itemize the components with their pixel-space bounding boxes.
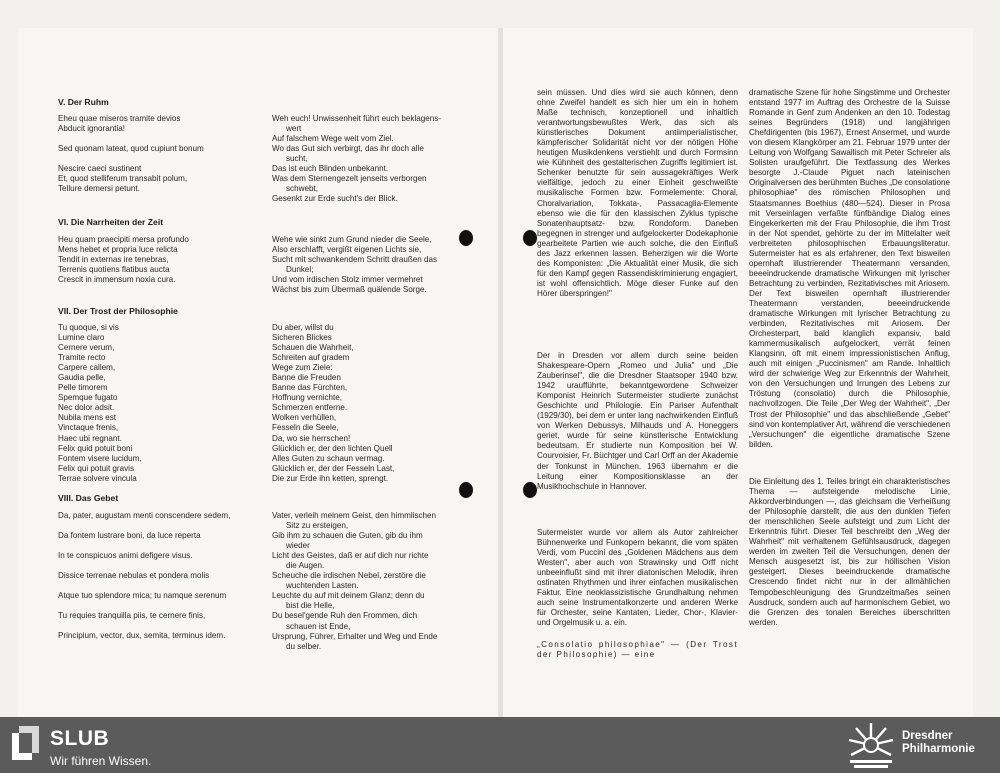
heading-gebet: VIII. Das Gebet xyxy=(58,493,119,503)
punch-hole xyxy=(459,230,473,246)
right-para-2: Die Einleitung des 1. Teiles bringt ein charakteristisches Thema — aufsteigende melodische Linie, Akkordverbindungen —, das gleichsam die Verheißung der Philosophie darstellt, die aus den dunklen Tiefen der menschlichen Seele aufsteigt und zum Licht der Erkenntnis führt. Dieser Teil beschreibt den „Weg der Wahrheit" mit verhaltenem Gefühlsausdruck, dagegen werden im zweiten Teil die Versuchungen, denen der Mensch ausgesetzt ist, bis zur höllischen Vision gesteigert. Dieses beeindruckende dramatische Crescendo findet nicht nur in der allmählichen Tempobeschleunigung des Grundzeitmaßes seinen Ausdruck, sondern auch auf harmonischem Gebiet, wo die Grenzen des tonalen Bereiches überschritten werden. xyxy=(749,477,950,627)
punch-hole xyxy=(459,482,473,498)
middle-para-2: Der in Dresden vor allem durch seine beiden Shakespeare-Opern „Romeo und Julia" und „Die Zauberinsel", die die Dresdner Staatsoper 1940 bzw. 1942 uraufführte, bekanntgewordene Schweizer Komponist Heinrich Sutermeister studierte zunächst Geschichte und Philologie. Ein Pariser Aufenthalt (1929/30), bei dem er unter lang nachwirkenden Einfluß von Werken Debussys, Milhauds und A. Honeggers geriet, wurde für seine künstlerische Entwicklung bedeutsam. Er studierte nun Komposition bei W. Courvoisier, Fr. Büchtger und Carl Orff an der Akademie der Tonkunst in München. 1963 übernahm er die Leitung einer Kompositionsklasse an der Musikhochschule in Hannover. xyxy=(537,351,738,491)
german-verse-v: Weh euch! Unwissenheit führt euch beklagens- wert Auf falschem Wege weit vom Ziel. Wo das Gut sich verbirgt, das ihr doch alle sucht, Das ist euch Blinden unbekannt. Was dem Sternengezelt jenseits verborgen schwebt, Gesenkt zur Erde sucht's der Blick. xyxy=(272,114,442,204)
philharmonie-logo-icon xyxy=(846,720,896,770)
latin-verse-vi: Heu quam praecipiti mersa profundo Mens hebet et propria luce relicta Tendit in externas ire tenebras, Terrenis quotiens flatibus aucta Crescit in immensum noxia cura. xyxy=(58,235,189,285)
heading-narrheiten: VI. Die Narrheiten der Zeit xyxy=(58,217,164,227)
slub-name: SLUB xyxy=(50,727,110,750)
philharmonie-name: Dresdner Philharmonie xyxy=(902,730,975,755)
middle-para-1: sein müssen. Und dies wird sie auch können, denn ohne Zweifel handelt es sich hier um ein in hohem Maße technisch, konzeptionell und inhaltlich verantwortungsbewußtes Werk, das sich als künstlerisches Dokument antiimperialistischer, kämpferischer Solidarität nicht vor der nötigen Höhe heutigen Musikdenkens verstiehlt und durch Formsinn wie Kühnheit des gestalterischen Zugriffs legitimiert ist. Schenker benutzte für sein aussagekräftiges Werk vielfältige, jedoch zu einer Einheit geschweißte musikalische Formen bzw. Formelemente: Choral, Choralvariation, Tokkata-, Passacaglia-Elemente ebenso wie die für den klassischen Zyklus typische Sonatenhauptsatz- bzw. Rondoform. Daneben begegnen in strenger und aufgelockerter Dodekaphonie gearbeitete Partien wie auch solche, die den Einfluß des Jazz erkennen lassen. Beherzigen wir die Worte des Komponisten: „Die Aktualität einer Musik, die sich für den Kampf gegen Rassendiskriminierung engagiert, ist wohl offensichtlich. Möge dieser Funke auf den Hörer überspringen!" xyxy=(537,88,738,298)
slub-tagline: Wir führen Wissen. xyxy=(50,754,152,768)
footer-bar xyxy=(0,717,1000,773)
middle-para-4: „Consolatio philosophiae" — (Der Trost der Philosophie) — eine xyxy=(537,640,738,660)
punch-hole xyxy=(523,230,537,246)
middle-para-3: Sutermeister wurde vor allem als Autor zahlreicher Bühnenwerke und Funkopern bekannt, die vom späten Verdi, vom Puccini des „Goldenen Mädchens aus dem Westen", aber auch von Strawinsky und Orff nicht unbeeinflußt sind mit ihrer diatonischen Melodik, ihren ostinaten Rhythmen und ihrer einfachen musikalischen Faktur. Eine neoklassizistische Grundhaltung nehmen auch seine Instrumentalkonzerte und anderen Werke für Orchester, seine Kantaten, Lieder, Chor-, Klavier- und Orgelmusik u. a. ein. xyxy=(537,528,738,628)
german-verse-viii: Vater, verleih meinem Geist, den himmlischen Sitz zu ersteigen, Gib ihm zu schauen die Guten, gib du ihm wieder Licht des Geistes, daß er auf dich nur richte die Augen. Scheuche die irdischen Nebel, zerstöre die wuchtenden Lasten. Leuchte du auf mit deinem Glanz; denn du bist die Helle, Du besel'gende Ruh den Frommen, dich schauen ist Ende, Ursprung, Führer, Erhalter und Weg und Ende du selber. xyxy=(272,511,438,651)
latin-verse-vii: Tu quoque, si vis Lumine claro Cernere verum, Tramite recto Carpere callem, Gaudia pelle, Pelle timorem Spemque fugato Nec dolor adsit. Nubila mens est Vinctaque frenis, Haec ubi regnant. Felix quid potuit boni Fontem visere lucidum, Felix qui potuit gravis Terrae solvere vincula xyxy=(58,323,142,483)
latin-verse-viii: Da, pater, augustam menti conscendere sedem, Da fontem lustrare boni, da luce reperta In te conspicuos animi defigere visus. Dissice terrenae nebulas et pondera molis Atque tuo splendore mica; tu namque serenum Tu requies tranquilla piis, te cernere finis, Principium, vector, dux, semita, terminus idem. xyxy=(58,511,231,641)
latin-verse-v: Eheu quae miseros tramite devios Abducit ignorantia! Sed quonam lateat, quod cupiunt bonum Nescire caeci sustinent Et, quod stelliferum transabit polum, Tellure demersi petunt. xyxy=(58,114,204,194)
heading-trost: VII. Der Trost der Philosophie xyxy=(58,306,178,316)
german-verse-vi: Wehe wie sinkt zum Grund nieder die Seele, Also erschlafft, vergißt eigenen Lichts sie, Sucht mit schwankendem Schritt draußen das Dunkel; Und vom irdischen Stolz immer vermehret Wächst bis zum Übermaß quälende Sorge. xyxy=(272,235,438,295)
right-para-1: dramatische Szene für hohe Singstimme und Orchester entstand 1977 im Auftrag des Orchestre de la Suisse Romande in Genf zum Andenken an den 10. Todestag seines Begründers (1918) und langjährigen Chefdirigenten (bis 1967), Ernest Ansermet, und wurde von diesem Klangkörper am 21. Februar 1979 unter der Leitung von Wolfgang Sawallisch mit Peter Schreier als Solisten uraufgeführt. Die Textfassung des Werkes besorgte J.-Claude Piguet nach lateinischen Originalversen des berühmten Buches „De consolatione philosophiae" des römischen Philosophen und Staatsmannes Boethius (480—524). Dieser in Prosa mit Verseinlagen verfaßte fünfbändige Dialog eines Eingekerkerten mit der Frau Philosophie, die ihm Trost in der Not spendet, gehörte zu der im Mittelalter weit verbreiteten philosophischen Erbauungsliteratur. Sutermeister hat es als erfahrener, den Text bisweilen opernhaft illustrierender Theatermann versanden, beeeindruckende dramatische Wirkungen mit lyrischer Betrachtung zu verbinden, Rezitativisches mit Ariosem. Der Text bisweilen opernhaft illustrierender Theatermann verstanden, beeeindruckende dramatische Wirkungen mit lyrischer Betrachtung zu verbinden, Rezitativisches mit Ariosem. Der Orchesterpart, bald klanglich expansiv, bald kammermusikalisch aufgelockert, verrät feinen Klangsinn, oft mit einem impressionistischen Anflug, auch mit einigen „Puccinismen" am Rande. Inhaltlich wird der schwierige Weg zur Erkenntnis der Wahrheit, von den Versuchungen und Irrungen des Lebens zur Tröstung (consolatio) durch die Philosophie, nachvollzogen. Die Teile „Der Weg der Wahrheit", „Der Trost der Philosophie" und das abschließende „Gebet" sind von kontemplativer Art, während die verschiedenen „Versuchungen" die eigentliche dramatische Szene bilden. xyxy=(749,88,950,449)
slub-logo-icon xyxy=(12,726,42,760)
heading-der-ruhm: V. Der Ruhm xyxy=(58,97,109,107)
punch-hole xyxy=(523,482,537,498)
german-verse-vii: Du aber, willst du Sicheren Blickes Schauen die Wahrheit, Schreiten auf gradem Wege zum Ziele: Banne die Freuden Banne das Fürchten, Hoffnung vernichte, Schmerzen entferne. Wolken verhüllen, Fesseln die Seele, Da, wo sie herrschen! Glücklich er, der den lichten Quell Alles Guten zu schaun vermag. Glücklich er, der der Fesseln Last, Die zur Erde ihn ketten, sprengt. xyxy=(272,323,395,483)
